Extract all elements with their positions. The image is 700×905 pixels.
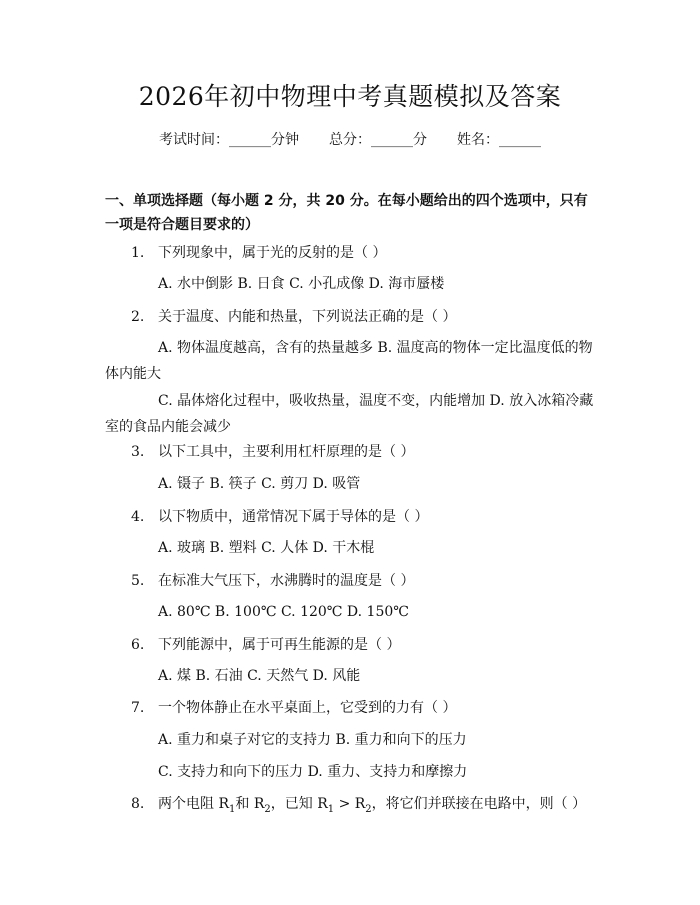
question-stem: 8. 两个电阻 $R_1$和 $R_2$，已知 $R_1 > R_2$，将它们并联接在电路中，则（ ） — [131, 796, 587, 815]
question-options: A. 80℃ B. 100℃ C. 120℃ D. 150℃ — [158, 604, 409, 620]
question-stem: 1. 下列现象中，属于光的反射的是（ ） — [131, 245, 387, 261]
question-options: A. 镊子 B. 筷子 C. 剪刀 D. 吸管 — [158, 476, 361, 492]
section-heading: 一、单项选择题（每小题 2 分，共 20 分。在每小题给出的四个选项中，只有一项是符合题目要求的） — [105, 193, 588, 233]
question-stem: 3. 以下工具中，主要利用杠杆原理的是（ ） — [131, 444, 415, 460]
question-options: A. 玻璃 B. 塑料 C. 人体 D. 干木棍 — [158, 540, 375, 556]
question-options: A. 重力和桌子对它的支持力 B. 重力和向下的压力 — [158, 732, 467, 748]
question-stem: 2. 关于温度、内能和热量，下列说法正确的是（ ） — [131, 309, 457, 325]
total-score-field: 总分：______分 — [329, 132, 427, 148]
exam-meta — [0, 130, 700, 150]
student-name-field: 姓名：______ — [457, 132, 541, 148]
question-options: A. 水中倒影 B. 日食 C. 小孔成像 D. 海市蜃楼 — [158, 276, 445, 292]
question-options: C. 支持力和向下的压力 D. 重力、支持力和摩擦力 — [158, 764, 468, 780]
question-options: A. 煤 B. 石油 C. 天然气 D. 风能 — [158, 668, 361, 684]
question-stem: 6. 下列能源中，属于可再生能源的是（ ） — [131, 637, 401, 653]
exam-time-field: 考试时间：______分钟 — [159, 132, 299, 148]
question-stem: 4. 以下物质中，通常情况下属于导体的是（ ） — [131, 509, 429, 525]
page-title: 2026年初中物理中考真题模拟及答案 — [138, 82, 562, 111]
question-stem: 7. 一个物体静止在水平桌面上，它受到的力有（ ） — [131, 700, 457, 716]
question-options: C. 晶体熔化过程中，吸收热量，温度不变，内能增加 D. 放入冰箱冷藏室的食品内能会减少 — [105, 393, 594, 435]
question-options: A. 物体温度越高，含有的热量越多 B. 温度高的物体一定比温度低的物体内能大 — [105, 340, 593, 382]
question-stem: 5. 在标准大气压下，水沸腾时的温度是（ ） — [131, 573, 415, 589]
